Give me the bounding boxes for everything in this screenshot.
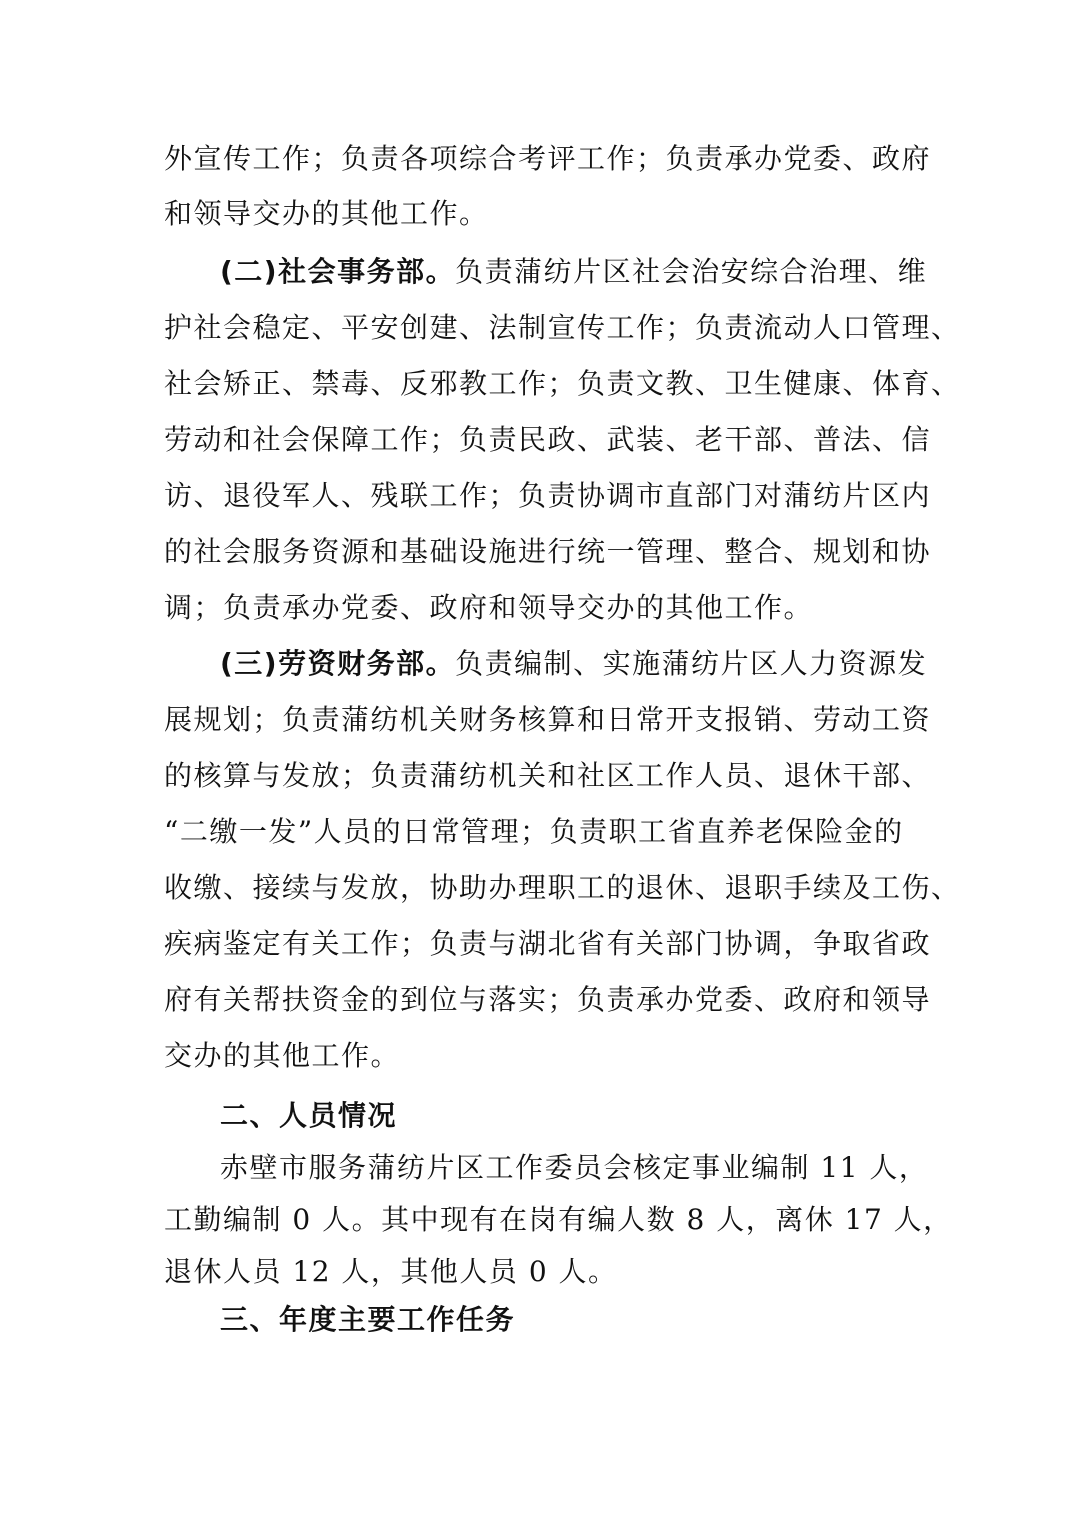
section-3-line: 疾病鉴定有关工作；负责与湖北省有关部门协调，争取省政 xyxy=(164,927,932,960)
personnel-line: 工勤编制 0 人。其中现有在岗有编人数 8 人，离休 17 人， xyxy=(164,1203,953,1236)
section-2-line: 调；负责承办党委、政府和领导交办的其他工作。 xyxy=(164,591,814,624)
section-2-first-line xyxy=(220,252,927,292)
intro-line-1: 外宣传工作；负责各项综合考评工作；负责承办党委、政府 xyxy=(164,142,932,175)
section-3-line: 的核算与发放；负责蒲纺机关和社区工作人员、退休干部、 xyxy=(164,759,932,792)
intro-line-2: 和领导交办的其他工作。 xyxy=(164,197,489,230)
section-3-line: 府有关帮扶资金的到位与落实；负责承办党委、政府和领导 xyxy=(164,983,932,1016)
section-2-first-line-text: 负责蒲纺片区社会治安综合治理、维 xyxy=(455,255,928,288)
section-3-line: 交办的其他工作。 xyxy=(164,1039,401,1072)
section-3-line: “二缴一发”人员的日常管理；负责职工省直养老保险金的 xyxy=(164,815,904,848)
section-2-line: 劳动和社会保障工作；负责民政、武装、老干部、普法、信 xyxy=(164,423,932,456)
section-3-line: 展规划；负责蒲纺机关财务核算和日常开支报销、劳动工资 xyxy=(164,703,932,736)
personnel-line: 退休人员 12 人，其他人员 0 人。 xyxy=(164,1255,618,1288)
section-2-line: 护社会稳定、平安创建、法制宣传工作；负责流动人口管理、 xyxy=(164,311,961,344)
section-2-label: (二)社会事务部。 xyxy=(220,255,456,288)
heading-annual-tasks: 三、年度主要工作任务 xyxy=(220,1303,516,1336)
section-3-first-line xyxy=(220,644,927,684)
section-2-line: 访、退役军人、残联工作；负责协调市直部门对蒲纺片区内 xyxy=(164,479,932,512)
section-3-line: 收缴、接续与发放，协助办理职工的退休、退职手续及工伤、 xyxy=(164,871,961,904)
section-2-line: 社会矫正、禁毒、反邪教工作；负责文教、卫生健康、体育、 xyxy=(164,367,961,400)
section-3-label: (三)劳资财务部。 xyxy=(220,647,456,680)
personnel-first-line: 赤壁市服务蒲纺片区工作委员会核定事业编制 11 人， xyxy=(220,1151,929,1184)
section-2-line: 的社会服务资源和基础设施进行统一管理、整合、规划和协 xyxy=(164,535,932,568)
section-3-first-line-text: 负责编制、实施蒲纺片区人力资源发 xyxy=(455,647,928,680)
heading-personnel: 二、人员情况 xyxy=(220,1099,398,1132)
